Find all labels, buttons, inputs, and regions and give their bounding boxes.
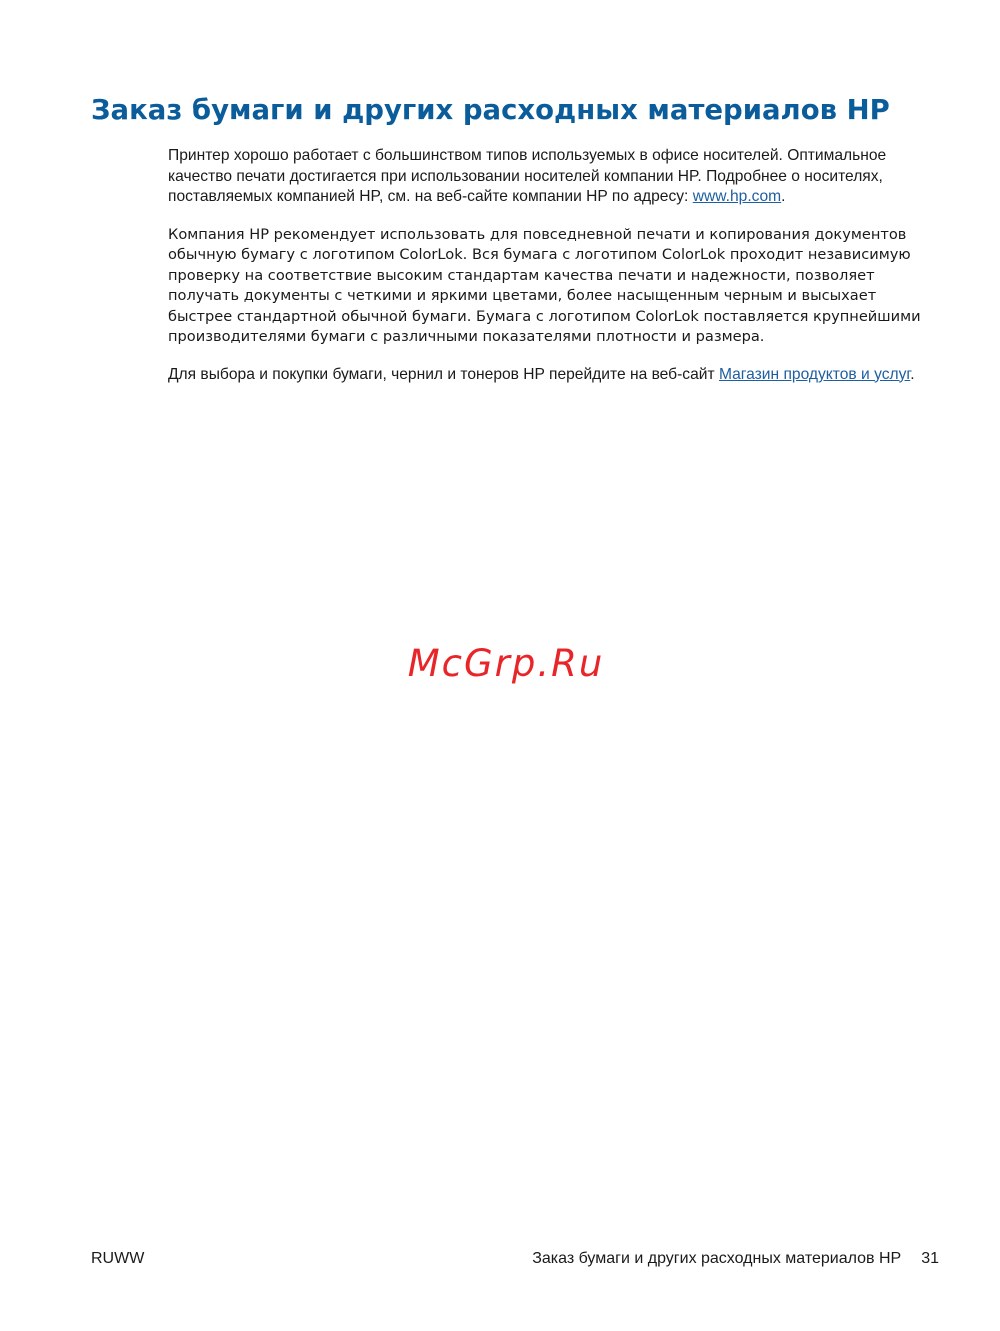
paragraph-text: Компания HP рекомендует использовать для повседневной печати и копирования документов обычную бумагу с логотипом ColorLok. Вся бумага с логотипом ColorLok проходит независимую проверку на соответствие высоким стандартам качества печати и надежности, позволяет получать документы с четкими и яркими цветами, более насыщенным черным и высыхает быстрее стандартной обычной бумаги. Бумага с логотипом ColorLok поставляется крупнейшими производителями бумаги с различными показателями плотности и размера. — [168, 225, 921, 345]
paragraph-colorlok — [168, 225, 938, 348]
paragraph-shop — [168, 365, 938, 386]
footer-section — [532, 1250, 939, 1268]
page-number: 31 — [921, 1250, 939, 1267]
footer-section-title: Заказ бумаги и других расходных материалов HP — [532, 1250, 902, 1267]
watermark: McGrp.Ru — [407, 642, 605, 685]
paragraph-media-info — [168, 146, 938, 208]
hp-website-link[interactable]: www.hp.com — [692, 188, 782, 205]
footer-locale: RUWW — [91, 1250, 145, 1267]
main-content — [168, 146, 938, 402]
paragraph-text: Для выбора и покупки бумаги, чернил и тонеров HP перейдите на веб-сайт — [168, 365, 719, 383]
shop-link[interactable]: Магазин продуктов и услуг — [718, 365, 911, 383]
page-title: Заказ бумаги и других расходных материалов HP — [91, 94, 890, 126]
paragraph-text: Принтер хорошо работает с большинством типов используемых в офисе носителей. Оптимальное качество печати достигается при использовании носителей компании HP. Подробнее о носителях, поставляемых компанией HP, см. на веб-сайте компании HP по адресу: — [168, 147, 887, 205]
paragraph-tail: . — [781, 188, 786, 205]
paragraph-tail: . — [910, 365, 915, 383]
